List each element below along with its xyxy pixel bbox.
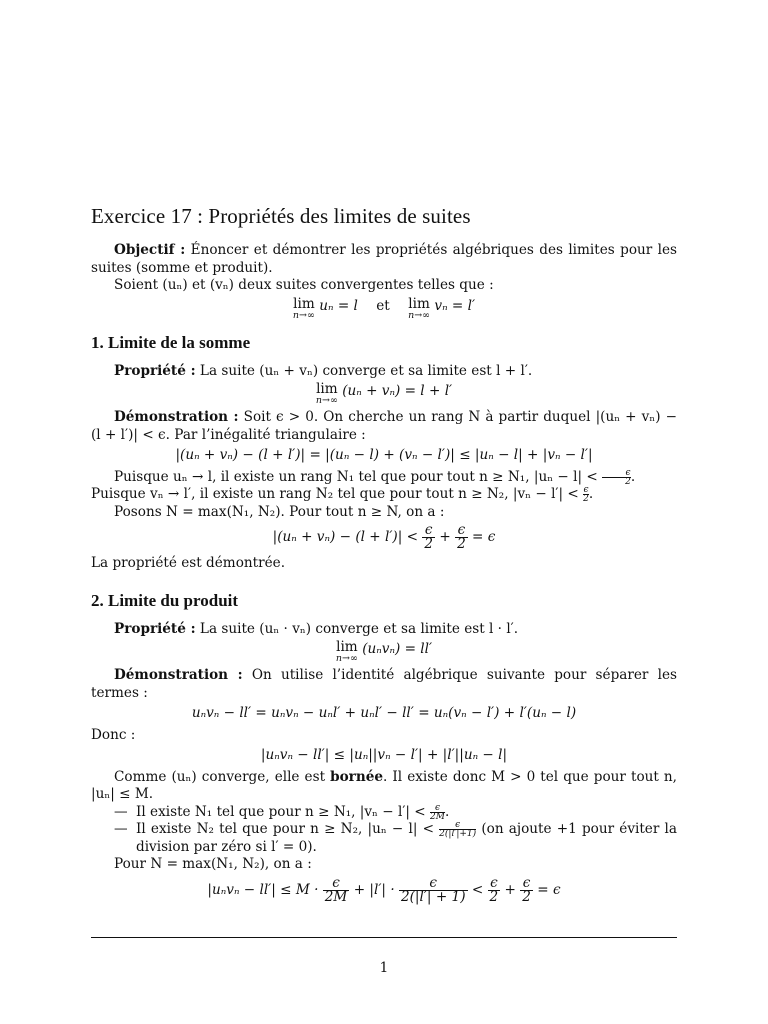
product-limit-expr: (uₙvₙ) = ll′: [362, 641, 433, 657]
hypothesis-text: Soient (uₙ) et (vₙ) deux suites convergentes telles que :: [114, 277, 494, 293]
hypothesis-limits-equation: [91, 295, 677, 321]
sum-limit-equation: [91, 383, 677, 405]
product-limit-equation: [91, 641, 677, 663]
sum-limit-expr: (uₙ + vₙ) = l + l′: [342, 383, 453, 399]
sum-final-equation: |(uₙ + vₙ) − (l + l′)| < $\frac{\epsilon}{2}$ + $\frac{\epsilon}{2}$ = ϵ: [272, 522, 496, 552]
bounded-paragraph: Comme (uₙ) converge, elle est bornée. Il existe donc M > 0 tel que pour tout n, |uₙ| ≤ M.: [91, 768, 677, 802]
demonstration-label: Démonstration :: [114, 409, 239, 425]
list-item: — Il existe N₁ tel que pour n ≥ N₁, $|v_n - l'| < \frac{\epsilon}{2M}$ .: [114, 802, 450, 822]
property-text: La suite (uₙ + vₙ) converge et sa limite est l + l′.: [195, 362, 533, 379]
sum-property: [91, 363, 677, 381]
epsilon-over-two: $\frac{\epsilon}{2}$: [602, 469, 631, 486]
product-demonstration: [91, 667, 677, 702]
bounded-word: bornée: [330, 768, 384, 785]
objective-paragraph: [91, 242, 677, 277]
objective-label: Objectif :: [114, 242, 186, 258]
epsilon-over-2-abs-l-plus-1: $\frac{\epsilon}{2(|l'| + 1)}$: [400, 874, 466, 905]
footer-rule: [91, 937, 677, 938]
section-heading-product: 2. Limite du produit: [91, 590, 239, 610]
limit-u-expr: uₙ = l: [319, 297, 358, 314]
posons-line: Posons N = max(N₁, N₂). Pour tout n ≥ N, on a :: [114, 503, 445, 520]
limit-operator: lim n→∞: [292, 295, 315, 321]
demonstration-text: On utilise l’identité algébrique suivante pour séparer les termes :: [91, 667, 677, 701]
u-convergence-line: Puisque uₙ → l, il existe un rang N₁ tel que pour tout n ≥ N₁, $|u_n - l| < \frac{\epsilon}{2}$ .: [114, 467, 636, 487]
document-page: [91, 203, 677, 908]
triangle-inequality-equation: |(uₙ + vₙ) − (l + l′)| = |(uₙ − l) + (vₙ − l′)| ≤ |uₙ − l| + |vₙ − l′|: [175, 447, 593, 463]
limit-operator: lim n→∞: [315, 381, 338, 406]
limit-v-expr: vₙ = l′: [434, 297, 476, 314]
property-text: La suite (uₙ · vₙ) converge et sa limite est l · l′.: [195, 620, 519, 637]
demonstration-text: Soit ϵ > 0. On cherche un rang N à partir duquel |(uₙ + vₙ) − (l + l′)| < ϵ. Par l’inégalité triangulaire :: [91, 409, 677, 443]
algebraic-identity-equation: uₙvₙ − ll′ = uₙvₙ − uₙl′ + uₙl′ − ll′ = uₙ(vₙ − l′) + l′(uₙ − l): [191, 705, 577, 721]
sum-demonstration: [91, 409, 677, 444]
pour-line: Pour N = max(N₁, N₂), on a :: [114, 856, 312, 872]
product-final-equation: |uₙvₙ − ll′| ≤ M · $\frac{\epsilon}{2M}$ + |l′| · $\frac{\epsilon}{2(|l'| + 1)}$ < $\frac{\epsilon}{2}$ + $\frac{\epsilon}{2}$ = ϵ: [207, 874, 561, 905]
epsilon-over-2-abs-l-plus-1: $\frac{\epsilon}{2(|l'|+1)}$: [439, 820, 477, 839]
page-number: 1: [379, 960, 389, 976]
exercise-title: Exercice 17 : Propriétés des limites de suites: [91, 204, 471, 228]
epsilon-over-two: $\frac{\epsilon}{2}$: [583, 485, 589, 504]
demonstration-label: Démonstration :: [114, 667, 243, 683]
list-item: — Il existe N₂ tel que pour n ≥ N₂, $|u_n - l| < \frac{\epsilon}{2(|l'|+1)}$ (on ajoute +1 pour éviter la division par zéro si l′ = 0).: [114, 820, 677, 855]
limit-operator: lim n→∞: [335, 639, 358, 664]
epsilon-over-two: $\frac{\epsilon}{2}$: [489, 874, 499, 905]
sum-conclusion: La propriété est démontrée.: [91, 555, 286, 571]
v-convergence-line: Puisque vₙ → l′, il existe un rang N₂ tel que pour tout n ≥ N₂, $|v_n - l'| < \frac{\epsilon}{2}$ .: [91, 485, 594, 504]
epsilon-over-2M: $\frac{\epsilon}{2M}$: [430, 802, 445, 822]
epsilon-over-two: $\frac{\epsilon}{2}$: [522, 874, 531, 905]
epsilon-over-two: $\frac{\epsilon}{2}$: [424, 522, 434, 552]
section-heading-sum: 1. Limite de la somme: [91, 332, 251, 352]
connector-et: et: [376, 297, 390, 314]
epsilon-over-2M: $\frac{\epsilon}{2M}$: [324, 874, 348, 905]
product-conditions-list: [91, 804, 677, 857]
product-property: [91, 621, 677, 639]
objective-text: Énoncer et démontrer les propriétés algébriques des limites pour les suites (somme et produit).: [91, 242, 677, 276]
epsilon-over-two: $\frac{\epsilon}{2}$: [457, 522, 466, 552]
product-bound-equation: |uₙvₙ − ll′| ≤ |uₙ||vₙ − l′| + |l′||uₙ − l|: [260, 747, 508, 763]
limit-operator: lim n→∞: [408, 295, 431, 321]
property-label: Propriété :: [114, 362, 196, 379]
donc-line: Donc :: [91, 726, 136, 743]
property-label: Propriété :: [114, 620, 196, 637]
